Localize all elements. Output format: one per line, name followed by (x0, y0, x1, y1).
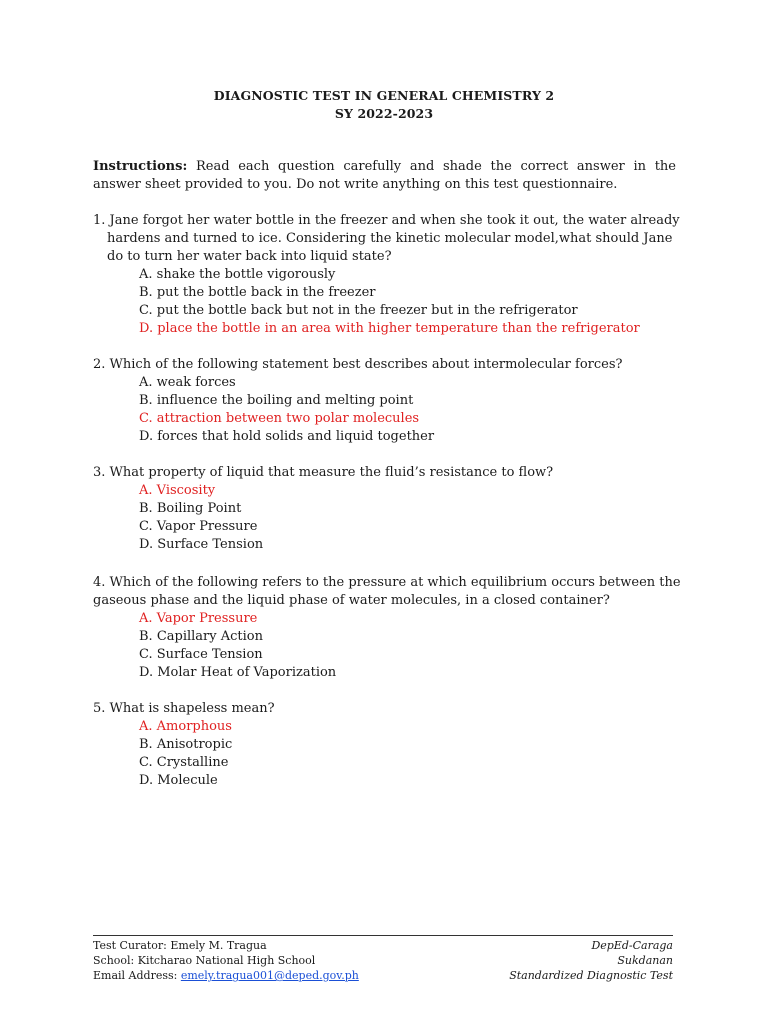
option-c: C. put the bottle back but not in the freezer but in the refrigerator (139, 303, 578, 318)
footer-left (93, 938, 359, 983)
school-name: School: Kitcharao National High School (93, 954, 316, 967)
option-c: C. Crystalline (139, 755, 229, 770)
footer-divider (93, 935, 673, 936)
option-c: C. Vapor Pressure (139, 519, 258, 534)
option-b: B. influence the boiling and melting point (139, 393, 414, 408)
document-title: DIAGNOSTIC TEST IN GENERAL CHEMISTRY 2 (213, 88, 555, 103)
email-link[interactable]: emely.tragua001@deped.gov.ph (180, 969, 359, 982)
question-stem: 1. Jane forgot her water bottle in the freezer and when she took it out, the water already hardens and turned to ice. Considering the kinetic molecular model,what should Jane do to turn her water back into liquid state? (93, 213, 680, 264)
question-stem: 3. What property of liquid that measure the fluid’s resistance to flow? (93, 465, 554, 480)
option-d: D. Molar Heat of Vaporization (139, 665, 337, 680)
question-stem: 5. What is shapeless mean? (93, 701, 275, 716)
option-b: B. Capillary Action (139, 629, 264, 644)
option-d-correct: D. place the bottle in an area with higher temperature than the refrigerator (139, 321, 640, 336)
test-type: Standardized Diagnostic Test (509, 969, 673, 982)
option-a-correct: A. Amorphous (139, 719, 232, 734)
school-year: SY 2022-2023 (334, 106, 434, 121)
email-line (93, 968, 359, 983)
option-a-correct: A. Vapor Pressure (139, 611, 258, 626)
option-c-correct: C. attraction between two polar molecules (139, 411, 420, 426)
option-b: B. put the bottle back in the freezer (139, 285, 376, 300)
option-a: A. weak forces (139, 375, 236, 390)
organization: DepEd-Caraga (591, 939, 673, 952)
question-3 (93, 464, 683, 554)
test-curator: Test Curator: Emely M. Tragua (93, 939, 267, 952)
option-d: D. Molecule (139, 773, 218, 788)
option-d: D. Surface Tension (139, 537, 264, 552)
question-5 (93, 700, 683, 790)
option-a-correct: A. Viscosity (139, 483, 216, 498)
question-1 (93, 212, 683, 338)
question-stem: 4. Which of the following refers to the pressure at which equilibrium occurs between the gaseous phase and the liquid phase of water molecules, in a closed container? (93, 575, 681, 608)
option-d: D. forces that hold solids and liquid together (139, 429, 435, 444)
instructions (93, 158, 676, 194)
instructions-text: Read each question carefully and shade the correct answer in the answer sheet provided to you. Do not write anything on this test questionnaire. (93, 159, 676, 192)
option-c: C. Surface Tension (139, 647, 263, 662)
option-b: B. Boiling Point (139, 501, 242, 516)
question-stem: 2. Which of the following statement best describes about intermolecular forces? (93, 357, 623, 372)
option-a: A. shake the bottle vigorously (139, 267, 336, 282)
instructions-label: Instructions: (93, 159, 188, 174)
division: Sukdanan (617, 954, 673, 967)
footer-right (509, 938, 673, 983)
question-2 (93, 356, 683, 446)
option-b: B. Anisotropic (139, 737, 233, 752)
question-4 (93, 574, 683, 682)
email-label: Email Address: (93, 969, 181, 982)
